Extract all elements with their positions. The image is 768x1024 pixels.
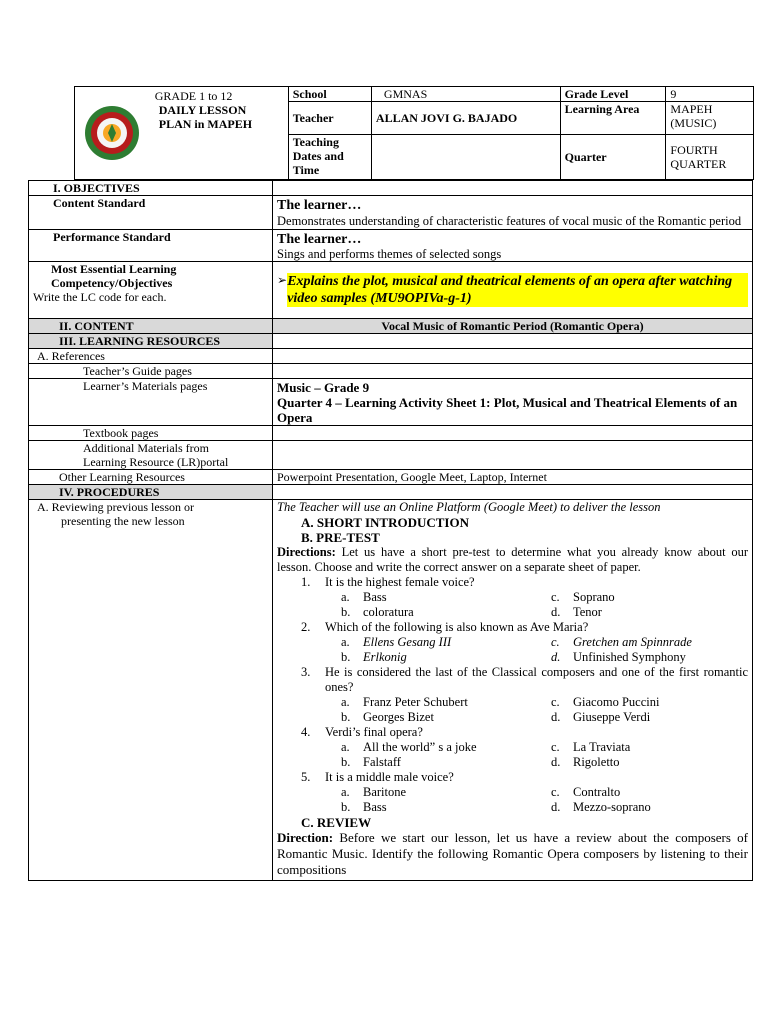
option-letter: d. (551, 800, 561, 814)
lm-value-2: Quarter 4 – Learning Activity Sheet 1: Plot, Musical and Theatrical Elements of an Opera (277, 395, 738, 425)
pretest-heading: B. PRE-TEST (301, 530, 380, 545)
objectives-heading: I. OBJECTIVES (29, 181, 273, 196)
other-resources-label: Other Learning Resources (29, 470, 273, 485)
content-standard-value (273, 196, 753, 230)
teacher-value: ALLAN JOVI G. BAJADO (371, 102, 560, 135)
references-label: A. References (29, 349, 273, 364)
option-text: Soprano (573, 590, 615, 604)
option-text: Bass (363, 800, 387, 814)
option-letter: b. (341, 650, 351, 664)
grade-level-value: 9 (666, 87, 754, 102)
additional-1: Additional Materials from (83, 441, 209, 455)
teachers-guide-empty (273, 364, 753, 379)
option-letter: b. (341, 755, 351, 769)
question-3 (277, 665, 748, 725)
option-letter: a. (341, 695, 350, 709)
option-text: Contralto (573, 785, 621, 799)
option-text: Mezzo-soprano (573, 800, 651, 814)
option-letter: d. (551, 605, 561, 619)
review-directions (277, 830, 748, 878)
lm-value-1: Music – Grade 9 (277, 380, 370, 395)
grade-level-label: Grade Level (560, 87, 666, 102)
q5-text: It is a middle male voice? (325, 770, 454, 784)
option-text: Franz Peter Schubert (363, 695, 468, 709)
other-resources-value: Powerpoint Presentation, Google Meet, Laptop, Internet (273, 470, 753, 485)
title-line-3: PLAN in MAPEH (158, 117, 253, 131)
teaching-dates-value (371, 135, 560, 180)
platform-note: The Teacher will use an Online Platform (Google Meet) to deliver the lesson (277, 500, 661, 514)
option-letter: a. (341, 635, 350, 649)
textbook-label: Textbook pages (29, 426, 273, 441)
pretest-directions (277, 545, 748, 575)
performance-standard-text: Sings and performs themes of selected songs (277, 247, 502, 261)
melc-label-3: Write the LC code for each. (33, 290, 167, 304)
teacher-label: Teacher (288, 102, 371, 135)
quarter-label: Quarter (560, 135, 666, 180)
q1-text: It is the highest female voice? (325, 575, 475, 589)
school-label: School (288, 87, 371, 102)
option-text: Giacomo Puccini (573, 695, 660, 709)
textbook-empty (273, 426, 753, 441)
teaching-dates-label-1: Teaching (292, 135, 339, 149)
question-2 (277, 620, 748, 665)
procedure-a-label (29, 500, 273, 881)
option-text: Bass (363, 590, 387, 604)
option-letter: c. (551, 635, 560, 649)
teachers-guide-label: Teacher’s Guide pages (29, 364, 273, 379)
teaching-dates-label (288, 135, 371, 180)
content-standard-label: Content Standard (29, 196, 273, 230)
learners-materials-label: Learner’s Materials pages (29, 379, 273, 426)
q5-num: 5. (301, 770, 311, 784)
references-empty (273, 349, 753, 364)
school-seal-logo (83, 104, 141, 162)
quarter-value (666, 135, 754, 180)
title-line-2: DAILY LESSON (158, 103, 247, 117)
option-letter: c. (551, 695, 560, 709)
option-text: Gretchen am Spinnrade (573, 635, 692, 649)
school-value: GMNAS (371, 87, 560, 102)
learning-resources-empty (273, 334, 753, 349)
content-value: Vocal Music of Romantic Period (Romantic Opera) (273, 319, 753, 334)
additional-materials-label (29, 441, 273, 470)
short-intro-heading: A. SHORT INTRODUCTION (301, 515, 469, 530)
option-letter: d. (551, 710, 561, 724)
review-text: Before we start our lesson, let us have a review about the composers of Romantic Music. Identify the following Romantic Opera composers by listening to their compositions (277, 830, 748, 877)
option-letter: b. (341, 710, 351, 724)
learning-area-value (666, 102, 754, 135)
additional-2: Learning Resource (LR)portal (83, 455, 229, 469)
melc-label-1: Most Essential Learning (51, 262, 177, 276)
q3-num: 3. (301, 665, 311, 679)
option-text: Baritone (363, 785, 407, 799)
option-text: Georges Bizet (363, 710, 434, 724)
option-letter: c. (551, 740, 560, 754)
additional-materials-empty (273, 441, 753, 470)
title-cell (149, 87, 288, 180)
question-5 (277, 770, 748, 815)
logo-cell (75, 87, 149, 180)
option-text: La Traviata (573, 740, 631, 754)
learning-area-label: Learning Area (560, 102, 666, 135)
directions-text: Let us have a short pre-test to determine what you already know about our lesson. Choose and write the correct answer on a separate sheet of paper. (277, 545, 748, 574)
performance-learner: The learner… (277, 232, 362, 247)
melc-value (273, 262, 753, 319)
option-letter: b. (341, 800, 351, 814)
option-text: Erlkonig (363, 650, 407, 664)
quarter-value-2: QUARTER (670, 157, 727, 171)
review-heading: C. REVIEW (301, 815, 372, 830)
question-4 (277, 725, 748, 770)
teaching-dates-label-3: Time (292, 163, 320, 177)
melc-text: Explains the plot, musical and theatrical elements of an opera after watching video samples (MU9OPIVa-g-1) (287, 273, 748, 307)
performance-standard-value (273, 230, 753, 262)
procedures-heading: IV. PROCEDURES (29, 485, 273, 500)
q2-text: Which of the following is also known as Ave Maria? (325, 620, 589, 634)
option-text: coloratura (363, 605, 414, 619)
procedures-empty (273, 485, 753, 500)
q1-num: 1. (301, 575, 311, 589)
option-letter: a. (341, 590, 350, 604)
option-text: Giuseppe Verdi (573, 710, 651, 724)
q4-num: 4. (301, 725, 311, 739)
teaching-dates-label-2: Dates and (292, 149, 344, 163)
option-text: Ellens Gesang III (363, 635, 452, 649)
option-letter: a. (341, 785, 350, 799)
option-letter: c. (551, 785, 560, 799)
content-heading: II. CONTENT (29, 319, 273, 334)
option-text: Rigoletto (573, 755, 620, 769)
melc-label (29, 262, 273, 319)
lesson-plan-table (28, 180, 753, 881)
directions-bold: Directions: (277, 545, 336, 559)
learners-materials-value (273, 379, 753, 426)
option-letter: b. (341, 605, 351, 619)
option-letter: a. (341, 740, 350, 754)
objectives-empty (273, 181, 753, 196)
header-table (74, 86, 754, 180)
quarter-value-1: FOURTH (670, 143, 718, 157)
learning-resources-heading: III. LEARNING RESOURCES (29, 334, 273, 349)
option-letter: d. (551, 650, 561, 664)
q4-text: Verdi’s final opera? (325, 725, 423, 739)
arrow-bullet-icon: ➢ (277, 273, 288, 287)
learning-area-value-2: (MUSIC) (670, 116, 717, 130)
q3-text: He is considered the last of the Classical composers and one of the first romantic ones? (325, 665, 748, 694)
melc-label-2: Competency/Objectives (51, 276, 173, 290)
procedure-a-label-2: presenting the new lesson (61, 514, 185, 528)
option-text: Tenor (573, 605, 602, 619)
q2-num: 2. (301, 620, 311, 634)
question-1 (277, 575, 748, 620)
option-text: Unfinished Symphony (573, 650, 686, 664)
option-letter: c. (551, 590, 560, 604)
option-text: Falstaff (363, 755, 401, 769)
performance-standard-label: Performance Standard (29, 230, 273, 262)
content-learner: The learner… (277, 198, 362, 213)
option-text: All the world” s a joke (363, 740, 477, 754)
content-standard-text: Demonstrates understanding of characteristic features of vocal music of the Romantic period (277, 214, 742, 228)
review-bold: Direction: (277, 830, 334, 845)
learning-area-value-1: MAPEH (670, 102, 713, 116)
title-line-1: GRADE 1 to 12 (154, 89, 233, 103)
option-letter: d. (551, 755, 561, 769)
procedure-a-label-1: A. Reviewing previous lesson or (37, 500, 194, 514)
procedure-a-content (273, 500, 753, 881)
